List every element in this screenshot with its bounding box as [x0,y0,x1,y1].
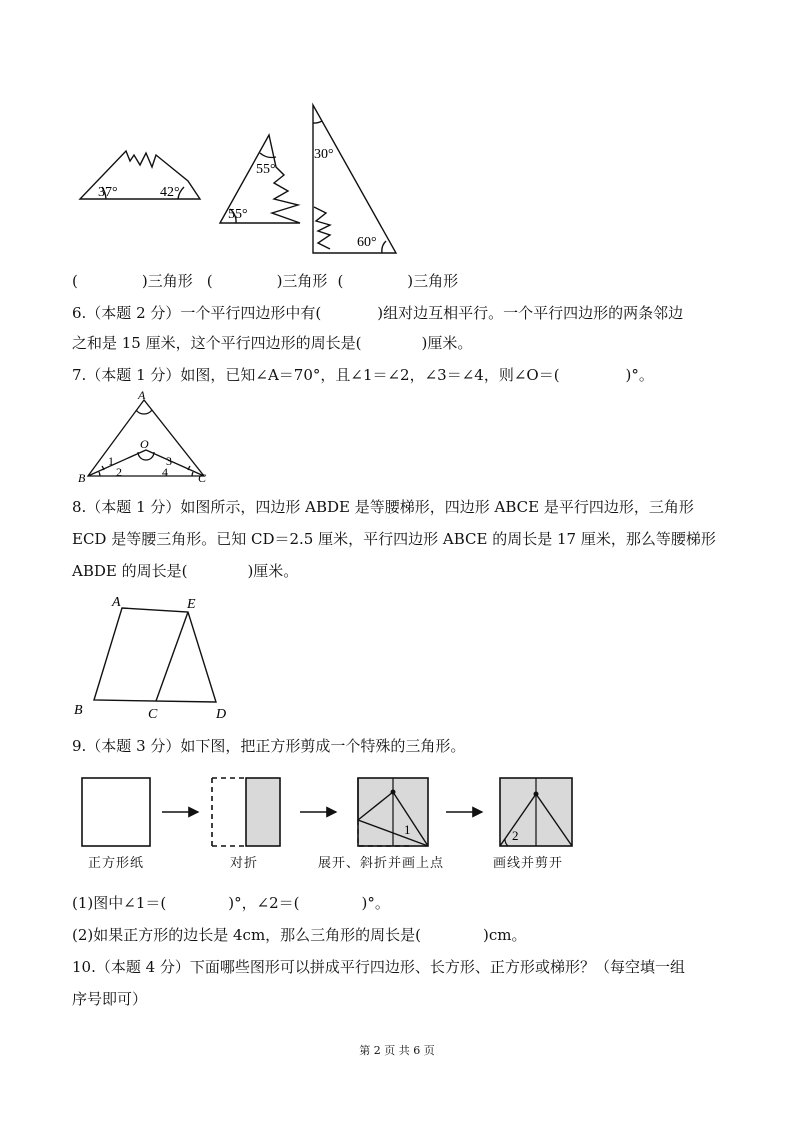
fig3-angle-bottom: 60° [357,235,377,250]
q8-text-3b: )厘米。 [247,562,299,580]
q9-sub1-b: )°，∠2＝( [228,894,300,912]
q7-text-a: 7.（本题 1 分）如图，已知∠A＝70°，且∠1＝∠2，∠3＝∠4，则∠O＝( [72,366,560,384]
q9-sub2-a: (2)如果正方形的边长是 4cm，那么三角形的周长是( [72,926,422,944]
q7-label-3: 3 [166,454,172,468]
q8-text-2: ECD 是等腰三角形。已知 CD＝2.5 厘米，平行四边形 ABCE 的周长是 17 厘米，那么等腰梯形 [72,530,716,548]
q6-text-d: )厘米。 [421,334,473,352]
q7-figure [74,388,224,484]
q5-open1: ( [72,272,78,290]
q5-label2: )三角形 [276,272,328,290]
folded-paper [212,778,280,846]
q9-sub-1 [72,893,390,913]
figure-triangle-3 [313,105,396,253]
q6-line-2 [72,333,472,353]
q7-text-b: )°。 [625,366,654,384]
fig2-angle-bottom: 55° [228,207,248,222]
q8-label-E: E [187,597,196,612]
q9-mark-2: 2 [512,828,519,843]
q10-line-1 [72,957,685,977]
unfolded-oblique-fold [358,778,428,846]
q6-line-1 [72,303,683,323]
q10-text-2: 序号即可） [72,990,148,1008]
q9-mark-1: 1 [404,822,411,837]
page-footer: 第 2 页 共 6 页 [359,1044,435,1057]
q7-label-B: B [78,471,86,484]
q7-label-4: 4 [162,465,168,479]
q9-title [72,736,465,756]
fig1-angle-right: 42° [160,185,180,200]
q5-answer-row [72,271,458,291]
q8-label-B: B [74,703,83,718]
q8-label-C: C [148,707,158,722]
q10-line-2 [72,989,147,1009]
q7-label-1: 1 [108,454,114,468]
q9-sub2-b: )cm。 [483,926,527,944]
q8-line-2 [72,529,716,549]
q5-figures [60,95,420,265]
q8-label-A: A [112,595,121,610]
fig1-angle-left: 37° [98,185,118,200]
square-paper [82,778,150,846]
q8-text-1: 8.（本题 1 分）如图所示，四边形 ABDE 是等腰梯形，四边形 ABCE 是平行四边形，三角形 [72,498,694,516]
q8-text-3a: ABDE 的周长是( [72,562,188,580]
q8-line-3 [72,561,298,581]
q9-sub-2 [72,925,527,945]
caption-fold: 对折 [230,856,259,871]
q9-sub1-c: )°。 [361,894,390,912]
q9-sub1-a: (1)图中∠1＝( [72,894,167,912]
fig3-angle-top: 30° [314,147,334,162]
fig2-angle-top: 55° [256,162,276,177]
caption-cut: 画线并剪开 [493,856,564,871]
q8-line-1 [72,497,694,517]
caption-unfold: 展开、斜折并画上点 [318,856,445,871]
q7-line [72,365,654,385]
q9-title-text: 9.（本题 3 分）如下图，把正方形剪成一个特殊的三角形。 [72,737,466,755]
q5-open3: ( [337,272,344,290]
q7-label-2: 2 [116,465,122,479]
q8-figure [70,588,250,724]
q5-label3: )三角形 [407,272,459,290]
q7-label-A: A [138,388,146,402]
q7-label-C: C [198,471,207,484]
q7-label-O: O [140,437,149,451]
q8-label-D: D [216,707,227,722]
caption-square-paper: 正方形纸 [88,856,145,871]
q5-label1: )三角形 [141,272,193,290]
q10-text-1: 10.（本题 4 分）下面哪些图形可以拼成平行四边形、长方形、正方形或梯形？（每空填一组 [72,958,685,976]
q5-open2: ( [206,272,213,290]
draw-lines-and-cut [500,778,572,846]
q6-text-c: 之和是 15 厘米，这个平行四边形的周长是( [72,334,362,352]
q6-text-a: 6.（本题 2 分）一个平行四边形中有( [72,304,322,322]
q6-text-b: )组对边互相平行。一个平行四边形的两条邻边 [377,304,684,322]
